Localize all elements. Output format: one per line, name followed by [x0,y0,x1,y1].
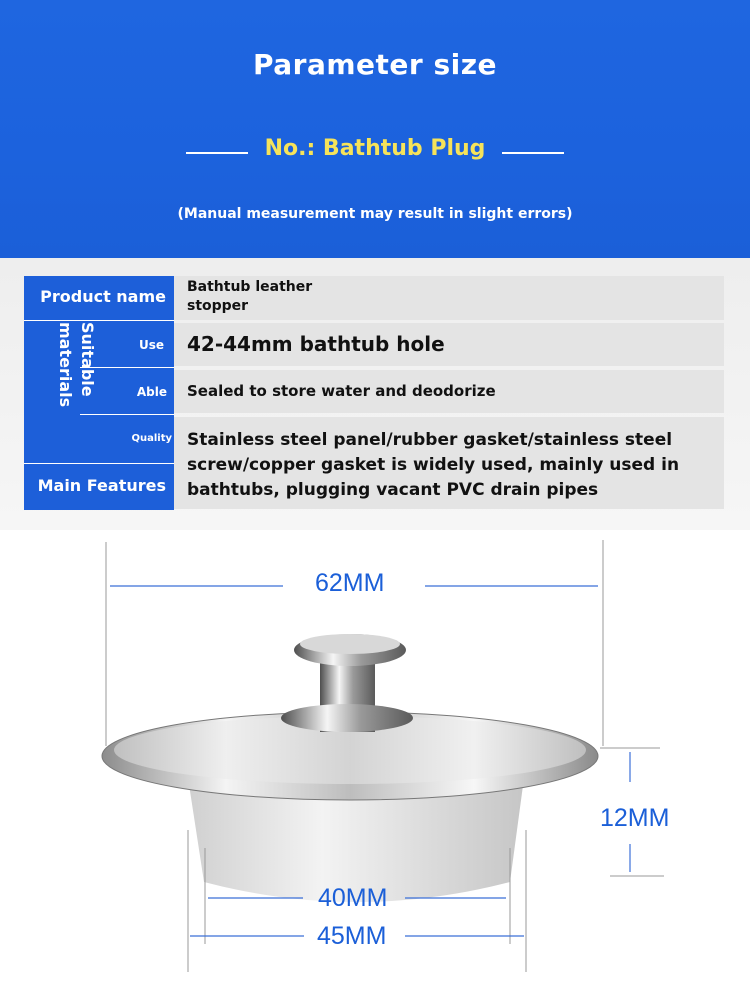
page-title: Parameter size [252,48,497,81]
product-dimension-diagram [0,530,750,1000]
row-divider [24,320,174,321]
vertical-suitable-materials [24,322,97,418]
dim-width-40: 40MM [318,884,388,912]
model-right-divider [502,152,564,154]
label-product-name: Product name [40,287,166,306]
value-use: 42-44mm bathtub hole [187,332,445,356]
label-able: Able [136,385,167,399]
label-quality: Quality [131,433,172,444]
vertical-label-line1: Suitable [78,322,97,397]
model-label: No.: Bathtub Plug [264,136,486,161]
dim-height-12: 12MM [600,804,670,832]
dim-width-45: 45MM [317,922,387,950]
dim-width-62: 62MM [315,569,385,597]
measurement-note: (Manual measurement may result in slight errors) [177,206,573,222]
label-main-features: Main Features [37,476,166,495]
row-divider [80,414,174,415]
value-quality: Stainless steel panel/rubber gasket/stainless steel screw/copper gasket is widely used, mainly used in bathtubs, plugging vacant PVC drain pipes [187,430,680,500]
value-product-name: Bathtub leather stopper [187,279,313,314]
row-divider [24,463,174,464]
value-able: Sealed to store water and deodorize [187,382,496,400]
vertical-label-line2: materials [56,322,75,408]
knob-collar [281,704,413,732]
label-use: Use [138,338,164,352]
header-banner [0,0,750,258]
